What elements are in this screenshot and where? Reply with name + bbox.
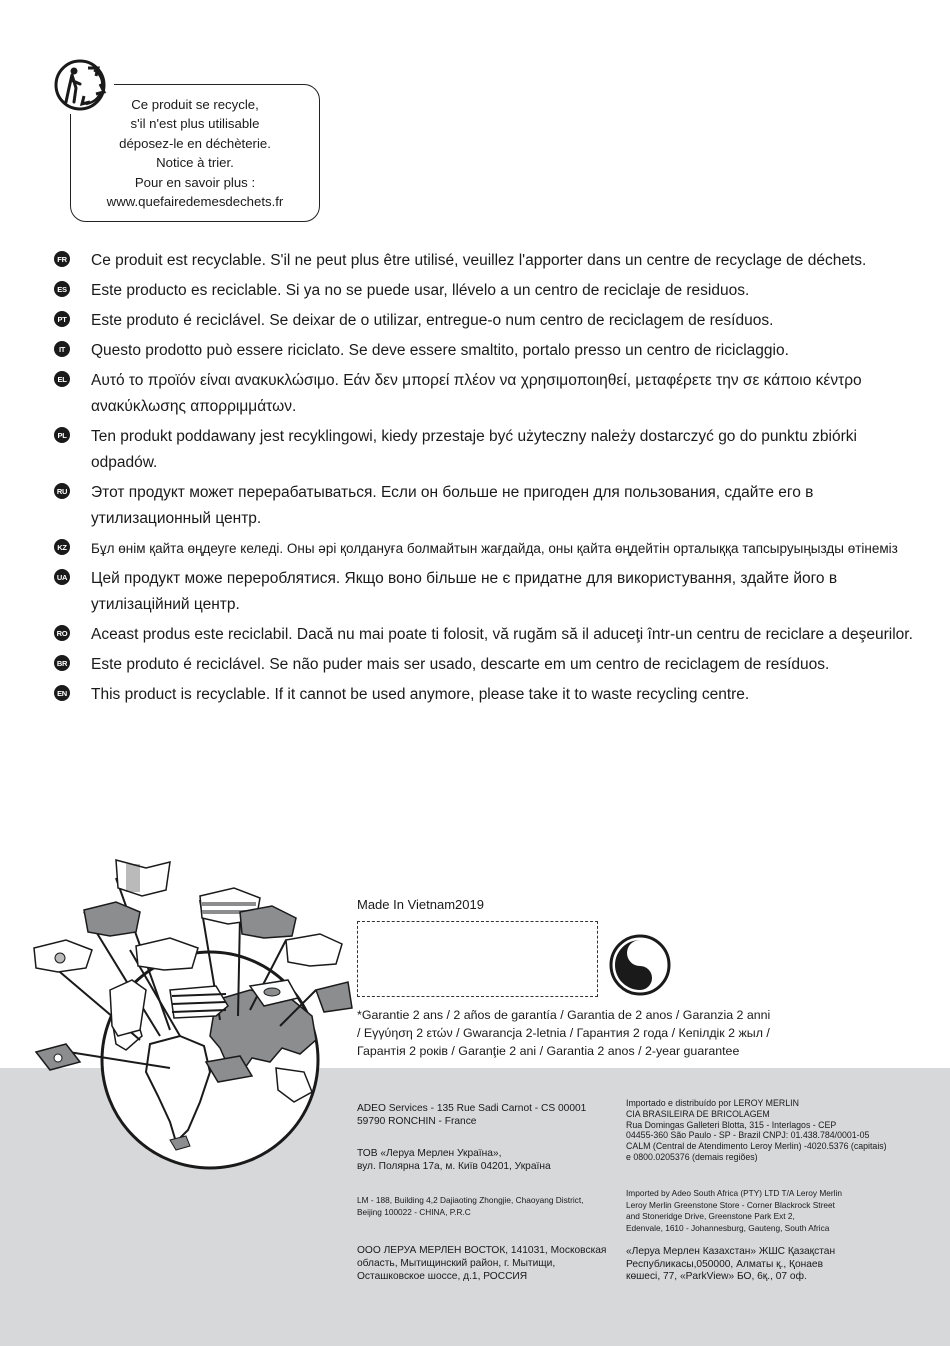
lang-row-es [54, 278, 914, 304]
recycling-statement: Questo prodotto può essere riciclato. Se deve essere smaltito, portalo presso un centro de riciclaggio. [91, 342, 789, 359]
address-line: ADEO Services - 135 Rue Sadi Carnot - CS 00001 [357, 1103, 587, 1114]
triman-line: Notice à trier. [156, 155, 234, 171]
triman-line: Ce produit se recycle, [131, 97, 259, 112]
triman-line: Pour en savoir plus : [134, 174, 256, 190]
address-line: көшесі, 77, «ParkView» БО, 6қ., 07 оф. [626, 1271, 807, 1282]
address-line: CALM (Central de Atendimento Leroy Merlin) -4020.5376 (capitais) [626, 1141, 887, 1152]
guarantee-line: *Garantie 2 ans / 2 años de garantía / Garantia de 2 anos / Garanzia 2 anni [357, 1008, 771, 1022]
recycling-statement: Este produto é reciclável. Se não puder mais ser usado, descarte em um centro de reciclagem de resíduos. [91, 656, 830, 673]
lang-row-en [54, 682, 914, 708]
address-ukraine [357, 1147, 551, 1173]
address-line: and Stoneridge Drive, Greenstone Park Ext 2, [626, 1211, 795, 1221]
language-code-badge: EL [54, 371, 70, 387]
address-line: Importado e distribuído por LEROY MERLIN [626, 1098, 799, 1108]
language-code-badge: PT [54, 311, 70, 327]
address-line: LM - 188, Building 4,2 Dajiaoting Zhongjie, Chaoyang District, [357, 1195, 584, 1205]
green-dot-icon [609, 934, 671, 996]
recycling-statement: Ten produkt poddawany jest recyklingowi, kiedy przestaje być użyteczny należy dostarczyć go do punktu zbiórki odpadów. [91, 428, 857, 471]
address-line: Imported by Adeo South Africa (PTY) LTD T/A Leroy Merlin [626, 1188, 842, 1198]
address-south-africa [626, 1188, 842, 1234]
recycling-statement: Aceast produs este reciclabil. Dacă nu mai poate ti folosit, vă rugăm să il aduceţi într-un centru de reciclare a deşeurilor. [91, 626, 913, 643]
globe-with-flags-illustration [20, 840, 355, 1170]
lang-row-pl [54, 424, 914, 476]
recycling-statement: Бұл өнім қайта өңдеуге келеді. Оны әрі қолдануға болмайтын жағдайда, оны қайта өңдейтін орталыққа тапсыруыңызды өтінеміз [91, 541, 898, 556]
recycling-statement: Αυτό το προϊόν είναι ανακυκλώσιμο. Εάν δεν μπορεί πλέον να χρησιμοποιηθεί, μεταφέρετε την σε κάποιο κέντρο ανακύκλωσης απορριμμάτων. [91, 372, 862, 415]
address-line: вул. Полярна 17а, м. Київ 04201, Україна [357, 1161, 551, 1172]
lang-row-it [54, 338, 914, 364]
date-code-box [357, 921, 598, 997]
language-code-badge: RO [54, 625, 70, 641]
triman-recycle-icon [52, 58, 114, 114]
address-line: 04455-360 São Paulo - SP - Brazil CNPJ: 01.438.784/0001-05 [626, 1130, 870, 1141]
language-code-badge: EN [54, 685, 70, 701]
address-line: Республикасы,050000, Алматы қ., Қонаев [626, 1258, 824, 1270]
language-code-badge: IT [54, 341, 70, 357]
language-code-badge: KZ [54, 539, 70, 555]
address-line: ТОВ «Леруа Мерлен Україна», [357, 1148, 502, 1159]
address-line: ООО ЛЕРУА МЕРЛЕН ВОСТОК, 141031, Московская [357, 1245, 607, 1256]
address-line: Beijing 100022 - CHINA, P.R.C [357, 1206, 471, 1217]
made-in-label: Made In Vietnam2019 [357, 897, 484, 912]
address-line: CIA BRASILEIRA DE BRICOLAGEM [626, 1108, 770, 1119]
recycling-statement: Este produto é reciclável. Se deixar de o utilizar, entregue-o num centro de reciclagem de resíduos. [91, 312, 774, 329]
address-line: Rua Domingas Galleteri Blotta, 315 - Interlagos - CEP [626, 1119, 837, 1130]
lang-row-pt [54, 308, 914, 334]
lang-row-ro [54, 622, 914, 648]
language-code-badge: FR [54, 251, 70, 267]
language-code-badge: BR [54, 655, 70, 671]
address-russia [357, 1244, 606, 1283]
address-line: 59790 RONCHIN - France [357, 1116, 477, 1127]
address-line: Leroy Merlin Greenstone Store - Corner Blackrock Street [626, 1199, 835, 1210]
guarantee-line: / Εγγύηση 2 ετών / Gwarancja 2-letnia / Гарантия 2 года / Кепілдік 2 жыл / [357, 1025, 770, 1040]
address-line: Edenvale, 1610 - Johannesburg, Gauteng, South Africa [626, 1222, 830, 1233]
address-kazakhstan [626, 1246, 835, 1284]
language-code-badge: RU [54, 483, 70, 499]
lang-row-fr [54, 248, 914, 274]
recycling-statement: Ce produit est recyclable. S'il ne peut plus être utilisé, veuillez l'apporter dans un centre de recyclage de déchets. [91, 252, 867, 269]
lang-row-br [54, 652, 914, 678]
language-code-badge: ES [54, 281, 70, 297]
guarantee-line: Гарантія 2 років / Garanţie 2 ani / Garantia 2 anos / 2-year guarantee [357, 1043, 740, 1058]
address-line: e 0800.0205376 (demais regiões) [626, 1151, 758, 1162]
recycling-statement: Цей продукт може перероблятися. Якщо воно більше не є придатне для використування, здайте його в утилізаційний центр. [91, 570, 838, 613]
triman-line: déposez-le en déchèterie. [119, 135, 271, 151]
triman-line: s'il n'est plus utilisable [130, 116, 260, 132]
language-code-badge: PL [54, 427, 70, 443]
language-code-badge: UA [54, 569, 70, 585]
recycling-statement: Este producto es reciclable. Si ya no se puede usar, llévelo a un centro de reciclaje de residuos. [91, 282, 750, 299]
address-line: «Леруа Мерлен Казахстан» ЖШС Қазақстан [626, 1246, 836, 1257]
recycling-statement: This product is recyclable. If it cannot be used anymore, please take it to waste recycling centre. [91, 686, 750, 703]
recycling-statements-list [54, 248, 914, 712]
lang-row-ru [54, 480, 914, 532]
address-line: область, Мытищинский район, г. Мытищи, [357, 1258, 556, 1269]
lang-row-kz [54, 536, 914, 562]
address-china [357, 1195, 583, 1218]
lang-row-ua [54, 566, 914, 618]
lang-row-el [54, 368, 914, 420]
address-adeo-france [357, 1102, 586, 1128]
triman-url: www.quefairedemesdechets.fr [106, 194, 284, 210]
recycling-statement: Этот продукт может перерабатываться. Если он больше не пригоден для пользования, сдайте его в утилизационный центр. [91, 484, 814, 527]
guarantee-text [357, 1007, 827, 1060]
address-line: Осташковское шоссе, д.1, РОССИЯ [357, 1271, 528, 1282]
address-brazil [626, 1098, 887, 1163]
